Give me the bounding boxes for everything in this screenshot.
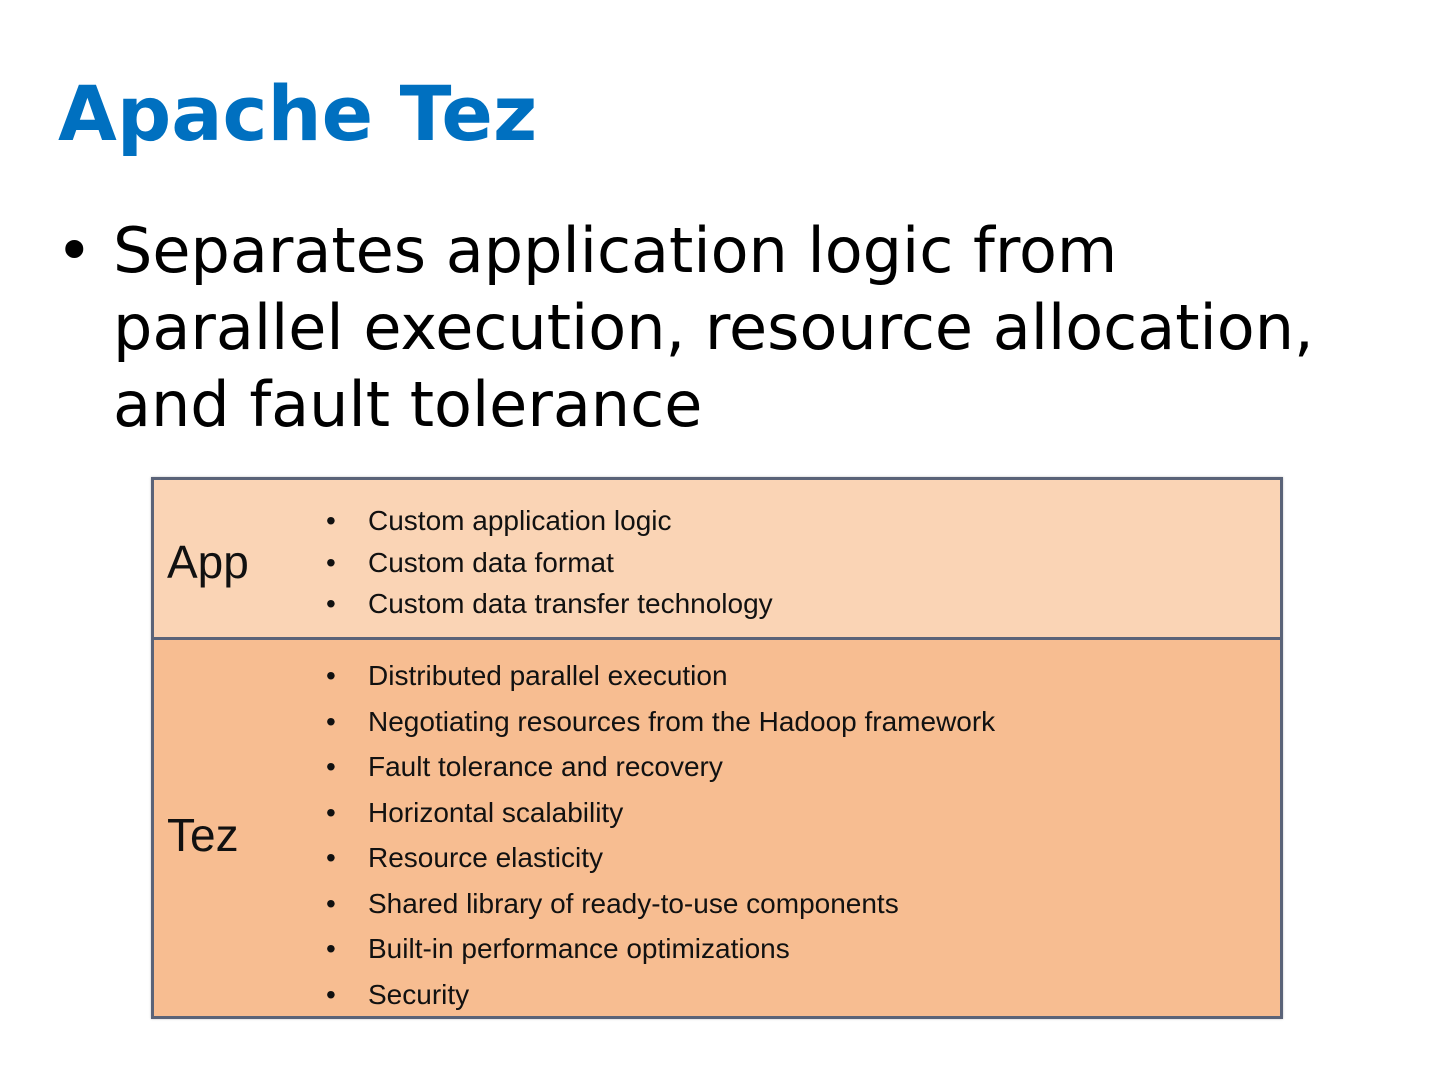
tez-feature-list — [326, 653, 995, 1017]
bullet-dot-icon: • — [326, 705, 336, 737]
bullet-dot-icon: • — [326, 978, 336, 1010]
feature-item: • Custom data transfer technology — [326, 583, 773, 625]
bullet-dot-icon: • — [326, 796, 336, 828]
bullet-list — [0, 212, 1440, 443]
tez-layer — [154, 637, 1280, 1016]
bullet-dot-icon: • — [326, 546, 336, 578]
feature-item: • Custom data format — [326, 542, 773, 584]
bullet-dot-icon: • — [326, 588, 336, 619]
feature-item: • Shared library of ready-to-use components — [326, 881, 995, 927]
app-layer-label: App — [167, 536, 249, 588]
tez-layer-label: Tez — [167, 809, 239, 861]
feature-item: • Negotiating resources from the Hadoop framework — [326, 699, 995, 745]
feature-item: • Horizontal scalability — [326, 790, 995, 836]
bullet-dot-icon: • — [326, 660, 336, 691]
bullet-line: parallel execution, resource allocation, — [113, 291, 1314, 364]
bullet-dot-icon: • — [56, 214, 93, 287]
feature-item: • Built-in performance optimizations — [326, 926, 995, 972]
feature-item: • Resource elasticity — [326, 835, 995, 881]
bullet-line: and fault tolerance — [113, 368, 703, 441]
feature-item: • Fault tolerance and recovery — [326, 744, 995, 790]
feature-item: • Distributed parallel execution — [326, 653, 995, 699]
bullet-dot-icon: • — [326, 751, 336, 782]
app-layer — [154, 480, 1280, 637]
app-feature-list — [326, 500, 773, 625]
feature-item: • Custom application logic — [326, 500, 773, 542]
bullet-dot-icon: • — [326, 933, 336, 964]
bullet-dot-icon: • — [326, 887, 336, 919]
feature-item: • Security — [326, 972, 995, 1018]
slide-title: Apache Tez — [58, 69, 538, 158]
bullet-dot-icon: • — [326, 505, 336, 536]
bullet-dot-icon: • — [326, 842, 336, 873]
tez-architecture-figure — [151, 477, 1283, 1019]
bullet-item — [0, 212, 1440, 443]
bullet-line: Separates application logic from — [113, 214, 1118, 287]
